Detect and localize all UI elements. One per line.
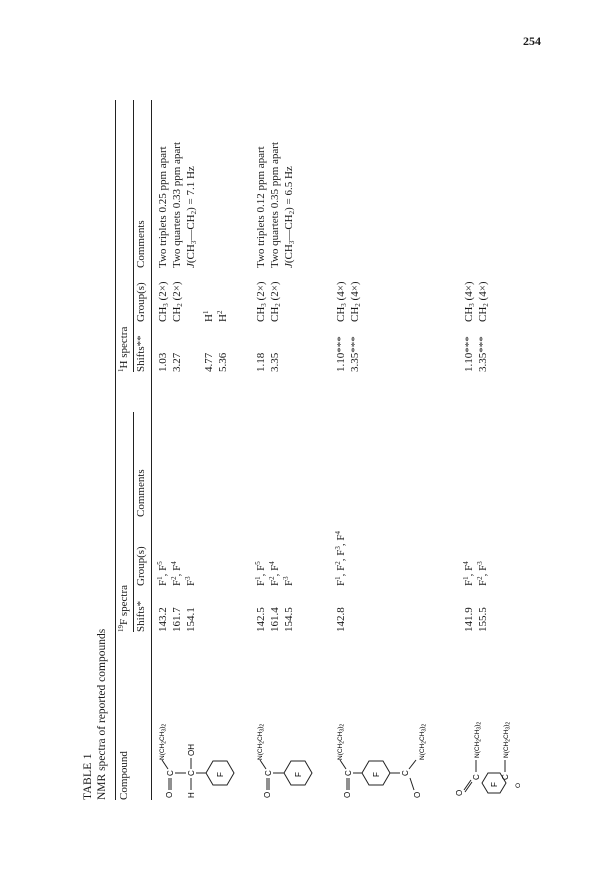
atom-c2: C	[187, 770, 196, 776]
h-group: $CH_2$ (2×)	[269, 281, 282, 322]
h-group: $CH_3$ (4×)	[335, 281, 348, 322]
f-group: $F^1$, $F^2$, $F^3$, $F^4$	[334, 531, 347, 586]
structure-compound-3	[334, 640, 430, 800]
h-shift: 3.35	[269, 352, 281, 372]
atom-c: C	[166, 770, 175, 776]
atom-c: C	[264, 770, 273, 776]
header-f-comments: Comments	[135, 469, 147, 517]
h-comment: $J(CH_3—CH_2) = 6.5$ Hz	[283, 166, 296, 268]
atom-c: C	[344, 770, 353, 776]
f-shift: 155.5	[477, 607, 489, 632]
h-shift: 5.36	[217, 352, 229, 372]
atom-o2: O	[413, 791, 422, 798]
f-shift: 154.1	[185, 607, 197, 632]
f-spectra-rule	[133, 412, 134, 632]
group-amide: $N(CH_2CH_3)_2$	[257, 723, 266, 760]
header-h-shifts: Shifts**	[135, 335, 147, 372]
structure-compound-4	[452, 630, 524, 800]
h-comment: Two quartets 0.35 ppm apart	[269, 141, 281, 268]
f-group: $F^3$	[282, 576, 295, 586]
f-shift: 142.5	[255, 607, 267, 632]
page-number: 254	[523, 34, 541, 48]
group-amide: $N(CH_2CH_3)_2$	[159, 723, 168, 760]
h-shift: 3.27	[171, 352, 183, 372]
f-group: $F^3$	[184, 576, 197, 586]
table-label: TABLE 1	[82, 753, 94, 800]
group-amide-2: $N(CH_2CH_3)_2$	[503, 721, 512, 758]
header-f-spectra: $^{19}$F spectra	[117, 584, 130, 632]
atom-o: O	[165, 791, 174, 798]
f-group: $F^1$, $F^4$	[462, 561, 475, 586]
h-comment: $J(CH_3—CH_2) = 7.1$ Hz	[185, 166, 198, 268]
h-group: $CH_3$ (2×)	[157, 281, 170, 322]
h-shift: 3.35***	[349, 336, 361, 372]
f-group: $F^2$, $F^4$	[170, 561, 183, 586]
atom-c: C	[472, 774, 481, 780]
ring-fluorine: F	[372, 772, 381, 777]
header-compound: Compound	[118, 751, 130, 800]
h-comment: Two triplets 0.12 ppm apart	[255, 146, 267, 268]
h-shift: 1.18	[255, 352, 267, 372]
group-amide: $N(CH_2CH_3)_2$	[474, 721, 483, 758]
table-top-rule	[115, 100, 116, 800]
group-oh: OH	[187, 744, 196, 756]
group-amide: $N(CH_2CH_3)_2$	[337, 723, 346, 760]
atom-o: O	[263, 791, 272, 798]
structure-compound-2	[254, 640, 326, 800]
f-group: $F^1$, $F^5$	[254, 561, 267, 586]
header-bottom-rule	[151, 100, 152, 800]
h-shift: 3.35***	[477, 336, 489, 372]
header-f-groups: Group(s)	[135, 546, 147, 586]
f-shift: 142.8	[335, 607, 347, 632]
h-spectra-rule	[133, 100, 134, 372]
h-shift: 4.77	[203, 352, 215, 372]
f-shift: 161.7	[171, 607, 183, 632]
atom-h: H	[187, 792, 196, 798]
h-group: $H^2$	[216, 310, 229, 322]
atom-o2: O	[515, 782, 522, 788]
atom-c2: C	[401, 770, 410, 776]
h-shift: 1.10***	[463, 336, 475, 372]
atom-o: O	[343, 791, 352, 798]
atom-c2: C	[501, 774, 510, 780]
structure-compound-1	[156, 640, 238, 800]
header-h-spectra: $^1$H spectra	[117, 326, 130, 372]
h-group: $CH_3$ (4×)	[463, 281, 476, 322]
ring-fluorine: F	[294, 772, 303, 777]
header-h-groups: Group(s)	[135, 282, 147, 322]
header-f-shifts: Shifts*	[135, 600, 147, 632]
h-group: $CH_2$ (2×)	[171, 281, 184, 322]
h-group: $CH_2$ (4×)	[477, 281, 490, 322]
ring-fluorine: F	[490, 782, 499, 787]
header-h-comments: Comments	[135, 220, 147, 268]
f-shift: 141.9	[463, 607, 475, 632]
h-group: $CH_2$ (4×)	[349, 281, 362, 322]
f-shift: 143.2	[157, 607, 169, 632]
f-shift: 161.4	[269, 607, 281, 632]
h-comment: Two quartets 0.33 ppm apart	[171, 141, 183, 268]
h-shift: 1.10***	[335, 336, 347, 372]
h-group: $H^1$	[202, 310, 215, 322]
h-comment: Two triplets 0.25 ppm apart	[157, 146, 169, 268]
ring-fluorine: F	[216, 772, 225, 777]
table-title: NMR spectra of reported compounds	[96, 628, 108, 800]
atom-o: O	[455, 789, 464, 796]
group-amide-2: $N(CH_2CH_3)_2$	[419, 723, 428, 760]
f-group: $F^1$, $F^5$	[156, 561, 169, 586]
h-group: $CH_3$ (2×)	[255, 281, 268, 322]
f-group: $F^2$, $F^4$	[268, 561, 281, 586]
f-shift: 154.5	[283, 607, 295, 632]
rotated-table-page	[82, 80, 552, 800]
h-shift: 1.03	[157, 352, 169, 372]
f-group: $F^2$, $F^3$	[476, 561, 489, 586]
